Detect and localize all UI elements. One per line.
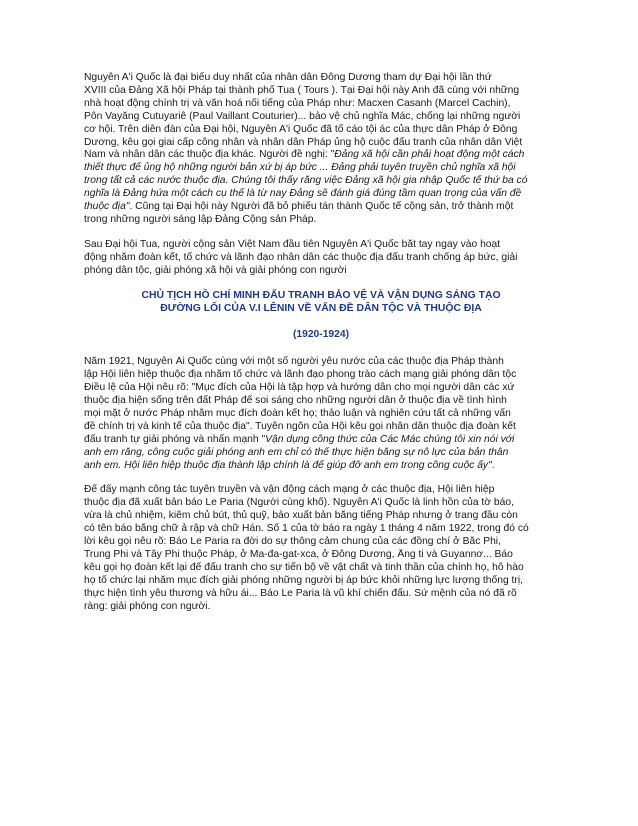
text-line: Pôn Vayăng Cutuyariê (Paul Vaillant Couturier)... bảo vệ chủ nghĩa Mác, chống lại những người xyxy=(84,110,521,122)
section-heading xyxy=(84,290,558,316)
text-line: Nguyễn A'i Quốc là đại biểu duy nhất của nhân dân Đông Dương tham dự Đại hội lần thứ xyxy=(84,72,492,83)
text-line: mọi mặt ở nước Pháp nhằm mục đích đoàn kết họ; thảo luận và nghiên cứu tất cả những vấn xyxy=(84,407,511,419)
text-run: đấu tranh tự giải phóng và nhấn mạnh " xyxy=(84,433,266,445)
text-line: thuộc địa đã xuất bản báo Le Paria (Người cùng khổ). Nguyễn A'i Quốc là linh hồn của tờ báo, xyxy=(84,497,514,509)
text-run: Nam và nhân dân các thuộc địa khác. Người đề nghị: " xyxy=(84,149,335,161)
heading-line: CHỦ TỊCH HỒ CHÍ MINH ĐẤU TRANH BẢO VỆ VÀ VẬN DỤNG SÁNG TẠO xyxy=(141,289,501,301)
text-line: có tên báo bằng chữ ả rập và chữ Hán. Số 1 của tờ báo ra ngày 1 tháng 4 năm 1922, trong đó có xyxy=(84,523,529,535)
text-line: phóng dân tộc, giải phóng xã hội và giải phóng con người xyxy=(84,264,347,276)
text-line: XVIII của Đảng Xã hội Pháp tại thành phố Tua ( Tours ). Tại Đại hội này Anh đã cùng với những xyxy=(84,84,520,96)
text-line xyxy=(84,460,558,473)
text-line: động nhằm đoàn kết, tổ chức và lãnh đạo nhân dân các thuộc địa đấu tranh chống áp bức, giải xyxy=(84,251,518,263)
quote-run: Vận dụng công thức của Các Mác chúng tôi xin nói với xyxy=(265,433,515,445)
text-line: lời kêu gọi nêu rõ: Báo Le Paria ra đời do sự thông cảm chung của các đồng chí ở Bắc Phi, xyxy=(84,536,501,548)
text-line: nhà hoạt động chính trị và văn hoá nổi tiếng của Pháp như: Macxen Casanh (Marcel Cachin), xyxy=(84,97,511,109)
text-line: Để đẩy mạnh công tác tuyên truyền và vận động cách mạng ở các thuộc địa, Hội liên hiệp xyxy=(84,484,495,496)
text-line: vừa là chủ nhiệm, kiêm chủ bút, thủ quỹ, bảo xuất bản bằng tiếng Pháp nhưng ở trang đầu còn xyxy=(84,510,518,522)
text-line: họ tổ chức lại nhằm mục đích giải phóng những người bị áp bức khỏi những lực lượng thống trị, xyxy=(84,574,523,586)
text-line xyxy=(84,149,558,162)
text-line: trong những người sáng lập Đảng Cộng sản Pháp. xyxy=(84,213,317,225)
text-line: Dương, kêu gọi giai cấp công nhân và nhân dân Pháp ủng hộ cuộc đấu tranh của nhân dân Việt xyxy=(84,136,523,148)
text-line xyxy=(84,434,558,447)
paragraph-after-tours xyxy=(84,239,558,278)
quote-run: thuộc địa" xyxy=(84,201,130,213)
text-run: . xyxy=(491,459,495,471)
text-line: thực hiện tình yêu thương và hữu ái... Báo Le Paria là vũ khí chiến đấu. Sứ mệnh của nó đã rõ xyxy=(84,587,517,599)
paragraph-union-of-colonies xyxy=(84,356,558,472)
text-line xyxy=(84,201,558,214)
text-line: Trung Phi và Tây Phi thuộc Pháp, ở Ma-đa-gat-xca, ở Đông Dương, Ấng ti và Guyannơ... Báo xyxy=(84,549,513,560)
document-page xyxy=(84,72,558,626)
paragraph-le-paria xyxy=(84,484,558,613)
quote-line: nghĩa là Đảng hứa một cách cụ thể là từ nay Đảng sẽ đánh giá đúng tầm quan trọng của vấn đề xyxy=(84,188,522,200)
text-line: thuộc địa hiện sống trên đất Pháp để soi sáng cho những người dân ở thuộc địa về tình hình xyxy=(84,395,507,407)
text-line: Năm 1921, Nguyễn Ái Quốc cùng với một số người yêu nước của các thuộc địa Pháp thành xyxy=(84,356,504,368)
paragraph-tours-congress xyxy=(84,72,558,227)
text-line: đề chính trị và kinh tế của thuộc địa". Tuyên ngôn của Hội kêu gọi nhân dân thuộc địa đoàn kết xyxy=(84,420,516,432)
text-run: . Cũng tại Đại hội này Người đã bỏ phiếu tán thành Quốc tế cộng sản, trở thành một xyxy=(129,201,514,213)
quote-run: anh em. Hội liên hiệp thuộc địa thành lập chính là để giúp đỡ anh em trong công cuộc ấy" xyxy=(84,459,492,471)
section-year-range: (1920-1924) xyxy=(292,329,350,341)
quote-line: anh em rằng, công cuộc giải phóng anh em chỉ có thể thực hiện bằng sự nỗ lực của bản thân xyxy=(84,446,509,458)
text-line: Sau Đại hội Tua, người cộng sản Việt Nam đầu tiên Nguyễn A'i Quốc bắt tay ngay vào hoạt xyxy=(84,238,501,250)
text-line: lập Hội liên hiệp thuộc địa nhằm tổ chức và lãnh đạo phong trào cách mạng giải phóng dân tộc xyxy=(84,369,517,381)
text-line: Điều lệ của Hội nêu rõ: "Mục đích của Hội là tập hợp và hướng dẫn cho mọi người dân các xứ xyxy=(84,382,515,394)
quote-line: thiết thực để ủng hộ những người bản xứ bị áp bức ... Đảng phải tuyên truyền chủ nghĩa xã hội xyxy=(84,162,516,174)
quote-line: trong tất cả các nước thuộc địa. Chúng tôi thấy rằng việc Đảng xã hội gia nhập Quốc tế thứ ba có xyxy=(84,175,528,187)
quote-run: Đảng xã hội cần phải hoạt động một cách xyxy=(334,149,525,161)
heading-line: ĐƯỜNG LỐI CỦA V.I LÊNIN VỀ VẤN ĐỀ DÂN TỘC VÀ THUỘC ĐỊA xyxy=(160,302,482,314)
text-line: cơ hội. Trên diễn đàn của Đại hội, Nguyễn A'i Quốc đã tố cáo tội ác của thực dân Pháp ở Đông xyxy=(84,123,518,135)
text-line: ràng: giải phóng con người. xyxy=(84,600,211,612)
text-line: kêu gọi họ đoàn kết lại để đấu tranh cho sự tiến bộ về vật chất và tinh thần của chính họ, hỗ hào xyxy=(84,561,524,573)
